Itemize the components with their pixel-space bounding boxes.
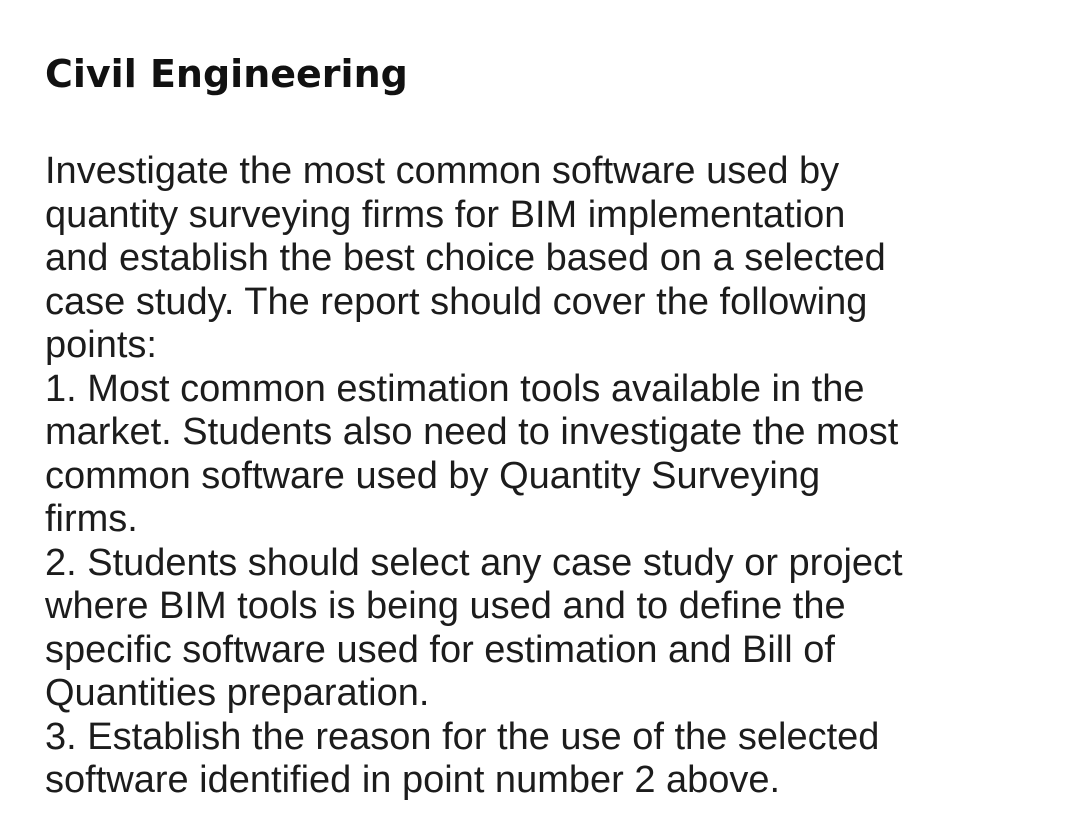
intro-line: Investigate the most common software used by [45,150,840,192]
intro-line: points: [45,324,157,366]
assignment-text [45,150,1055,803]
point-line: firms. [45,498,138,540]
page-title: Civil Engineering [45,52,408,96]
intro-line: quantity surveying firms for BIM implementation [45,193,846,236]
intro-line: case study. The report should cover the following [45,280,868,323]
point-line: common software used by Quantity Surveying [45,454,821,497]
point-line: software identified in point number 2 above. [45,759,781,801]
point-line: 3. Establish the reason for the use of the selected [45,715,880,758]
point-line: market. Students also need to investigate the most [45,411,899,453]
point-line: specific software used for estimation and Bill of [45,628,835,671]
point-line: Quantities preparation. [45,672,430,714]
point-3 [45,716,1055,803]
point-2 [45,542,1055,716]
point-1 [45,368,1055,542]
point-line: 2. Students should select any case study or project [45,541,903,584]
point-line: 1. Most common estimation tools available in the [45,367,865,410]
intro-line: and establish the best choice based on a selected [45,237,886,279]
intro-paragraph [45,150,1055,368]
point-line: where BIM tools is being used and to define the [45,585,846,627]
